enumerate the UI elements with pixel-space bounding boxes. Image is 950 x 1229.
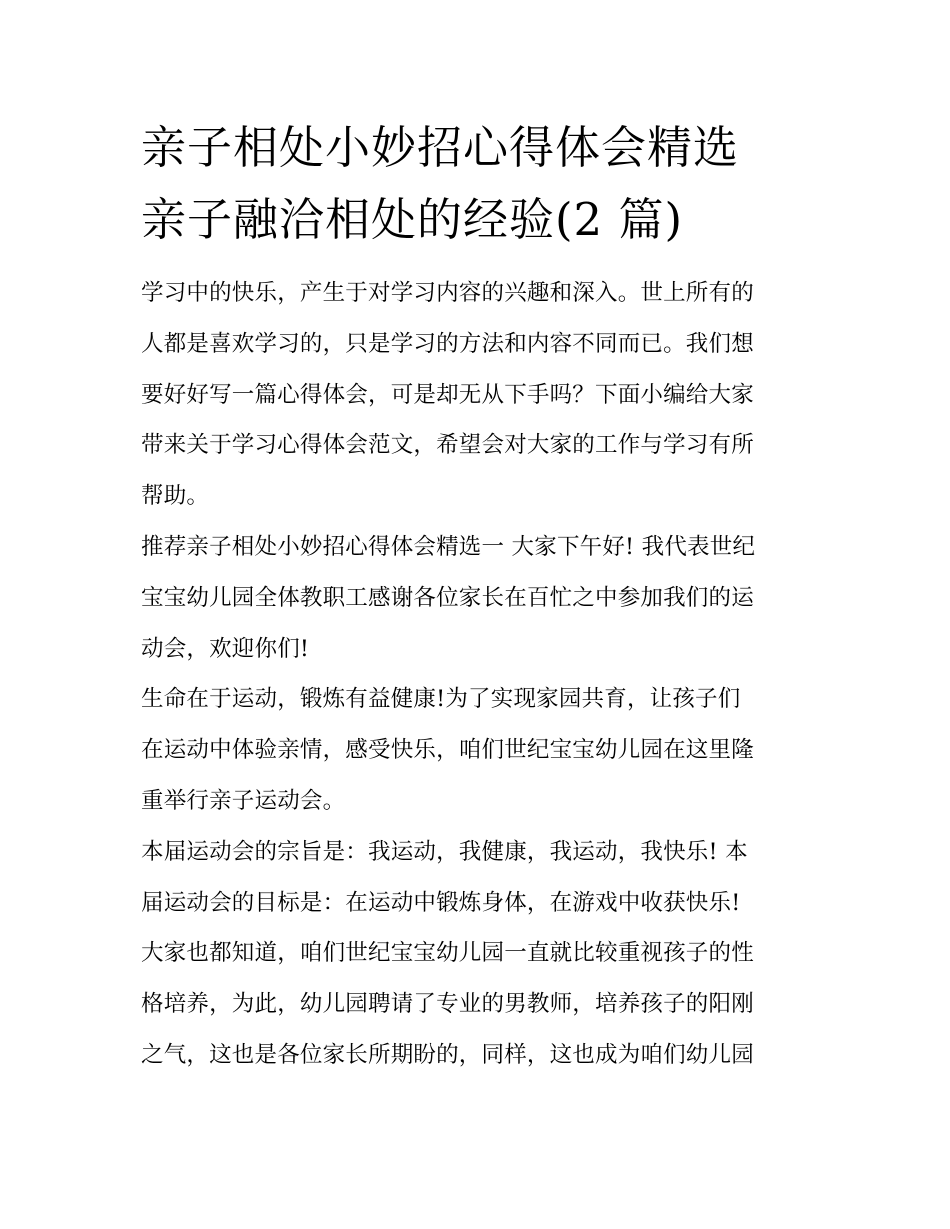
text-line: 之气，这也是各位家长所期盼的，同样，这也成为咱们幼儿园: [141, 1041, 754, 1068]
text-line: 大家也都知道，咱们世纪宝宝幼儿园一直就比较重视孩子的性: [141, 940, 754, 967]
text-line: 格培养，为此，幼儿园聘请了专业的男教师，培养孩子的阳刚: [141, 991, 754, 1018]
paragraph-health: [141, 674, 813, 826]
title-line: 亲子融洽相处的经验(2 篇): [141, 193, 684, 246]
document-title: [141, 112, 813, 256]
title-line: 亲子相处小妙招心得体会精选: [141, 121, 740, 174]
document-body: [141, 268, 813, 1081]
paragraph-intro: [141, 268, 813, 522]
text-line: 本届运动会的宗旨是：我运动，我健康，我运动，我快乐! 本: [141, 838, 748, 865]
text-line: 学习中的快乐，产生于对学习内容的兴趣和深入。世上所有的: [141, 280, 754, 306]
text-line: 生命在于运动，锻炼有益健康!为了实现家园共育，让孩子们: [141, 686, 741, 713]
paragraph-greeting: [141, 522, 813, 674]
text-line: 届运动会的目标是：在运动中锻炼身体，在游戏中收获快乐!: [141, 889, 741, 916]
text-line: 宝宝幼儿园全体教职工感谢各位家长在百忙之中参加我们的运: [141, 584, 754, 611]
text-line: 帮助。: [141, 483, 210, 510]
text-line: 要好好写一篇心得体会，可是却无从下手吗？下面小编给大家: [141, 381, 754, 408]
text-line: 推荐亲子相处小妙招心得体会精选一 大家下午好! 我代表世纪: [141, 533, 756, 560]
text-line: 动会，欢迎你们!: [141, 635, 310, 662]
text-line: 人都是喜欢学习的，只是学习的方法和内容不同而已。我们想: [141, 330, 754, 357]
paragraph-purpose: [141, 827, 813, 1081]
text-line: 带来关于学习心得体会范文，希望会对大家的工作与学习有所: [141, 432, 754, 459]
text-line: 重举行亲子运动会。: [141, 787, 346, 814]
document-content: [141, 112, 813, 1081]
text-line: 在运动中体验亲情，感受快乐，咱们世纪宝宝幼儿园在这里隆: [141, 737, 754, 764]
